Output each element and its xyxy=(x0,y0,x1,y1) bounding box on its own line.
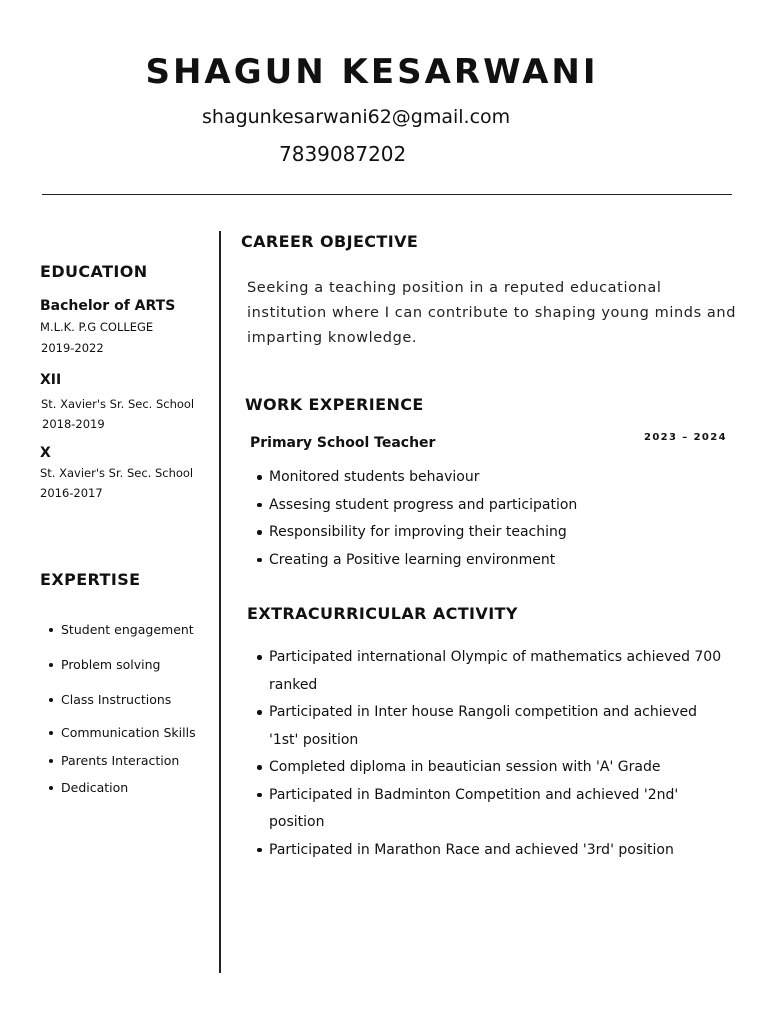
x-title: X xyxy=(40,445,51,461)
list-item: Dedication xyxy=(41,778,196,805)
work-experience-heading: WORK EXPERIENCE xyxy=(245,395,424,414)
list-item: Problem solving xyxy=(41,655,196,690)
list-item: Class Instructions xyxy=(41,690,196,723)
expertise-list xyxy=(41,620,196,805)
degree-years: 2019-2022 xyxy=(41,341,104,355)
list-item: Monitored students behaviour xyxy=(254,464,724,492)
candidate-name: SHAGUN KESARWANI xyxy=(145,52,599,92)
list-item: Participated international Olympic of mathematics achieved 700 ranked xyxy=(254,644,724,699)
xii-institution: St. Xavier's Sr. Sec. School xyxy=(41,397,195,411)
education-heading: EDUCATION xyxy=(40,262,148,281)
career-objective-heading: CAREER OBJECTIVE xyxy=(241,232,419,251)
list-item: Assesing student progress and participation xyxy=(254,492,724,520)
work-duties-list xyxy=(254,464,724,574)
degree-institution: M.L.K. P.G COLLEGE xyxy=(40,320,154,334)
list-item: Participated in Badminton Competition and achieved '2nd' position xyxy=(254,782,724,837)
xii-title: XII xyxy=(40,372,62,388)
list-item: Parents Interaction xyxy=(41,751,196,778)
list-item: Responsibility for improving their teaching xyxy=(254,519,724,547)
header-divider xyxy=(42,194,732,195)
list-item: Communication Skills xyxy=(41,723,196,751)
xii-years: 2018-2019 xyxy=(42,417,105,431)
phone-number: 7839087202 xyxy=(279,142,407,166)
job-title: Primary School Teacher xyxy=(250,435,436,451)
email-address: shagunkesarwani62@gmail.com xyxy=(202,106,511,128)
extracurricular-heading: EXTRACURRICULAR ACTIVITY xyxy=(247,604,518,623)
job-dates: 2023 – 2024 xyxy=(643,432,727,443)
list-item: Student engagement xyxy=(41,620,196,655)
list-item: Participated in Inter house Rangoli competition and achieved '1st' position xyxy=(254,699,724,754)
column-divider xyxy=(219,231,221,973)
list-item: Participated in Marathon Race and achieved '3rd' position xyxy=(254,837,724,865)
x-institution: St. Xavier's Sr. Sec. School xyxy=(40,466,194,480)
list-item: Creating a Positive learning environment xyxy=(254,547,724,575)
extracurricular-list xyxy=(254,644,724,864)
list-item: Completed diploma in beautician session with 'A' Grade xyxy=(254,754,724,782)
x-years: 2016-2017 xyxy=(40,486,103,500)
expertise-heading: EXPERTISE xyxy=(40,570,141,589)
degree-title: Bachelor of ARTS xyxy=(40,298,176,314)
career-objective-text: Seeking a teaching position in a reputed educational institution where I can contribute to shaping young minds and imparting knowledge. xyxy=(247,280,737,346)
